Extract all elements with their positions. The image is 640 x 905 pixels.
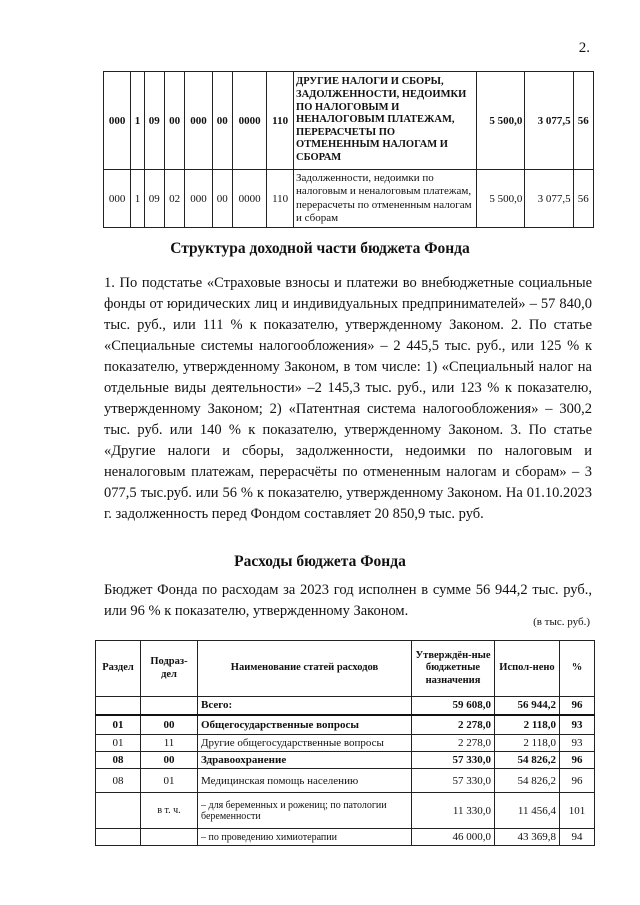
table-row <box>96 793 595 829</box>
header-subsection: Подраз-дел <box>141 641 198 697</box>
executed-cell: 11 456,4 <box>495 793 560 829</box>
code-cell: 000 <box>104 170 131 228</box>
row-name: Задолженности, недоимки по налоговым и неналоговым платежам, перерасчеты по отмененным налогам и сборам <box>294 170 477 228</box>
expense-table <box>95 640 595 846</box>
percent-cell: 93 <box>560 735 595 752</box>
text-line: тыс. руб., или 96 % к показателю, утвержденному Законом. <box>104 582 592 619</box>
section-cell <box>96 829 141 846</box>
approved-cell: 57 330,0 <box>412 769 495 793</box>
percent-cell: 101 <box>560 793 595 829</box>
approved-cell: 46 000,0 <box>412 829 495 846</box>
code-cell: 1 <box>131 72 144 170</box>
code-cell: 110 <box>267 72 294 170</box>
name-cell: – по проведению химиотерапии <box>198 829 412 846</box>
name-cell: Медицинская помощь населению <box>198 769 412 793</box>
executed-cell: 43 369,8 <box>495 829 560 846</box>
percent-cell: 96 <box>560 752 595 769</box>
section-cell: 08 <box>96 752 141 769</box>
text-line: тыс. руб., или 123 % к показателю, утвержденному Законом; <box>104 380 592 417</box>
executed-cell: 2 118,0 <box>495 715 560 735</box>
executed-cell: 2 118,0 <box>495 735 560 752</box>
table-row <box>96 697 595 715</box>
text-line: 3. По статье «Другие налоги и сборы, задолженности, недоимки по <box>104 422 593 459</box>
code-cell: 09 <box>144 72 164 170</box>
header-section: Раздел <box>96 641 141 697</box>
income-heading: Структура доходной части бюджета Фонда <box>170 240 470 257</box>
subsection-cell <box>141 697 198 715</box>
expense-text <box>104 580 592 622</box>
table-row <box>96 735 595 752</box>
name-cell: – для беременных и рожениц; по патологии беременности <box>198 793 412 829</box>
code-cell: 0000 <box>232 72 266 170</box>
income-code-table <box>103 71 594 228</box>
code-cell: 00 <box>164 72 184 170</box>
text-line: тыс. руб. <box>428 506 484 522</box>
text-line: Бюджет Фонда по расходам за 2023 год исполнен в сумме 56 944,2 <box>104 582 528 598</box>
text-line: 2) «Патентная система налогообложения» – 300,2 тыс. руб. или <box>104 401 593 438</box>
text-line: 1) «Специальный налог на отдельные виды деятельности» –2 145,3 <box>104 359 592 396</box>
percent-cell: 96 <box>560 769 595 793</box>
income-text <box>104 273 592 525</box>
section-cell <box>96 697 141 715</box>
subsection-cell: в т. ч. <box>141 793 198 829</box>
table-row <box>96 752 595 769</box>
text-line: тыс. руб., или 125 % к показателю, утвержденному Законом, в том числе: <box>104 338 593 375</box>
percent-value: 56 <box>573 72 593 170</box>
code-cell: 09 <box>144 170 164 228</box>
table-row <box>96 769 595 793</box>
text-line: утвержденному Законом. <box>345 317 504 333</box>
table-row <box>104 170 594 228</box>
executed-cell: 54 826,2 <box>495 769 560 793</box>
subsection-cell: 00 <box>141 752 198 769</box>
approved-cell: 2 278,0 <box>412 715 495 735</box>
header-executed: Испол-нено <box>495 641 560 697</box>
name-cell: Всего: <box>198 697 412 715</box>
executed-cell: 56 944,2 <box>495 697 560 715</box>
row-name: ДРУГИЕ НАЛОГИ И СБОРЫ, ЗАДОЛЖЕННОСТИ, НЕДОИМКИ ПО НАЛОГОВЫМ И НЕНАЛОГОВЫМ ПЛАТЕЖАМ, ПЕРЕРАСЧЕТЫ ПО ОТМЕНЕННЫМ НАЛОГАМ И СБОРАМ <box>294 72 477 170</box>
approved-cell: 2 278,0 <box>412 735 495 752</box>
executed-value: 3 077,5 <box>525 170 573 228</box>
code-cell: 000 <box>185 170 212 228</box>
text-line: предпринимателей» – 57 840,0 тыс. руб., или 111 % к показателю, <box>104 296 593 333</box>
text-line: На 01.10.2023 г. задолженность перед Фондом составляет 20 850,9 <box>104 485 593 522</box>
text-line: 1. По подстатье «Страховые взносы и платежи во внебюджетные <box>104 275 514 291</box>
code-cell: 00 <box>212 72 232 170</box>
header-percent: % <box>560 641 595 697</box>
table-row <box>96 715 595 735</box>
name-cell: Общегосударственные вопросы <box>198 715 412 735</box>
percent-cell: 94 <box>560 829 595 846</box>
code-cell: 000 <box>104 72 131 170</box>
subsection-cell: 00 <box>141 715 198 735</box>
approved-cell: 11 330,0 <box>412 793 495 829</box>
text-line: сборам» – 3 077,5 тыс.руб. или 56 % к показателю, утвержденному <box>104 464 592 501</box>
header-approved: Утверждён-ные бюджетные назначения <box>412 641 495 697</box>
code-cell: 000 <box>185 72 212 170</box>
percent-cell: 96 <box>560 697 595 715</box>
section-cell <box>96 793 141 829</box>
code-cell: 02 <box>164 170 184 228</box>
subsection-cell: 11 <box>141 735 198 752</box>
text-line: Законом. <box>447 485 502 501</box>
approved-value: 5 500,0 <box>477 170 525 228</box>
approved-cell: 59 608,0 <box>412 697 495 715</box>
approved-value: 5 500,0 <box>477 72 525 170</box>
subsection-cell <box>141 829 198 846</box>
subsection-cell: 01 <box>141 769 198 793</box>
section-cell: 01 <box>96 715 141 735</box>
text-line: 140 % к показателю, утвержденному Законом. <box>199 422 504 438</box>
approved-cell: 57 330,0 <box>412 752 495 769</box>
percent-cell: 93 <box>560 715 595 735</box>
section-cell: 08 <box>96 769 141 793</box>
text-line: налоговым и неналоговым платежам, перерасчёты по отмененным налогам и <box>104 443 593 480</box>
text-line: социальные фонды от юридических лиц и индивидуальных <box>104 275 593 312</box>
code-cell: 00 <box>212 170 232 228</box>
header-row <box>96 641 595 697</box>
expense-heading: Расходы бюджета Фонда <box>234 553 406 570</box>
header-name: Наименование статей расходов <box>198 641 412 697</box>
executed-cell: 54 826,2 <box>495 752 560 769</box>
name-cell: Другие общегосударственные вопросы <box>198 735 412 752</box>
units-note: (в тыс. руб.) <box>533 616 590 628</box>
section-cell: 01 <box>96 735 141 752</box>
percent-value: 56 <box>573 170 593 228</box>
code-cell: 1 <box>131 170 144 228</box>
code-cell: 0000 <box>232 170 266 228</box>
name-cell: Здравоохранение <box>198 752 412 769</box>
text-line: 2. По статье «Специальные системы налогообложения» – 2 445,5 <box>104 317 593 354</box>
page-number: 2. <box>578 40 590 56</box>
executed-value: 3 077,5 <box>525 72 573 170</box>
code-cell: 110 <box>267 170 294 228</box>
table-row <box>104 72 594 170</box>
table-row <box>96 829 595 846</box>
